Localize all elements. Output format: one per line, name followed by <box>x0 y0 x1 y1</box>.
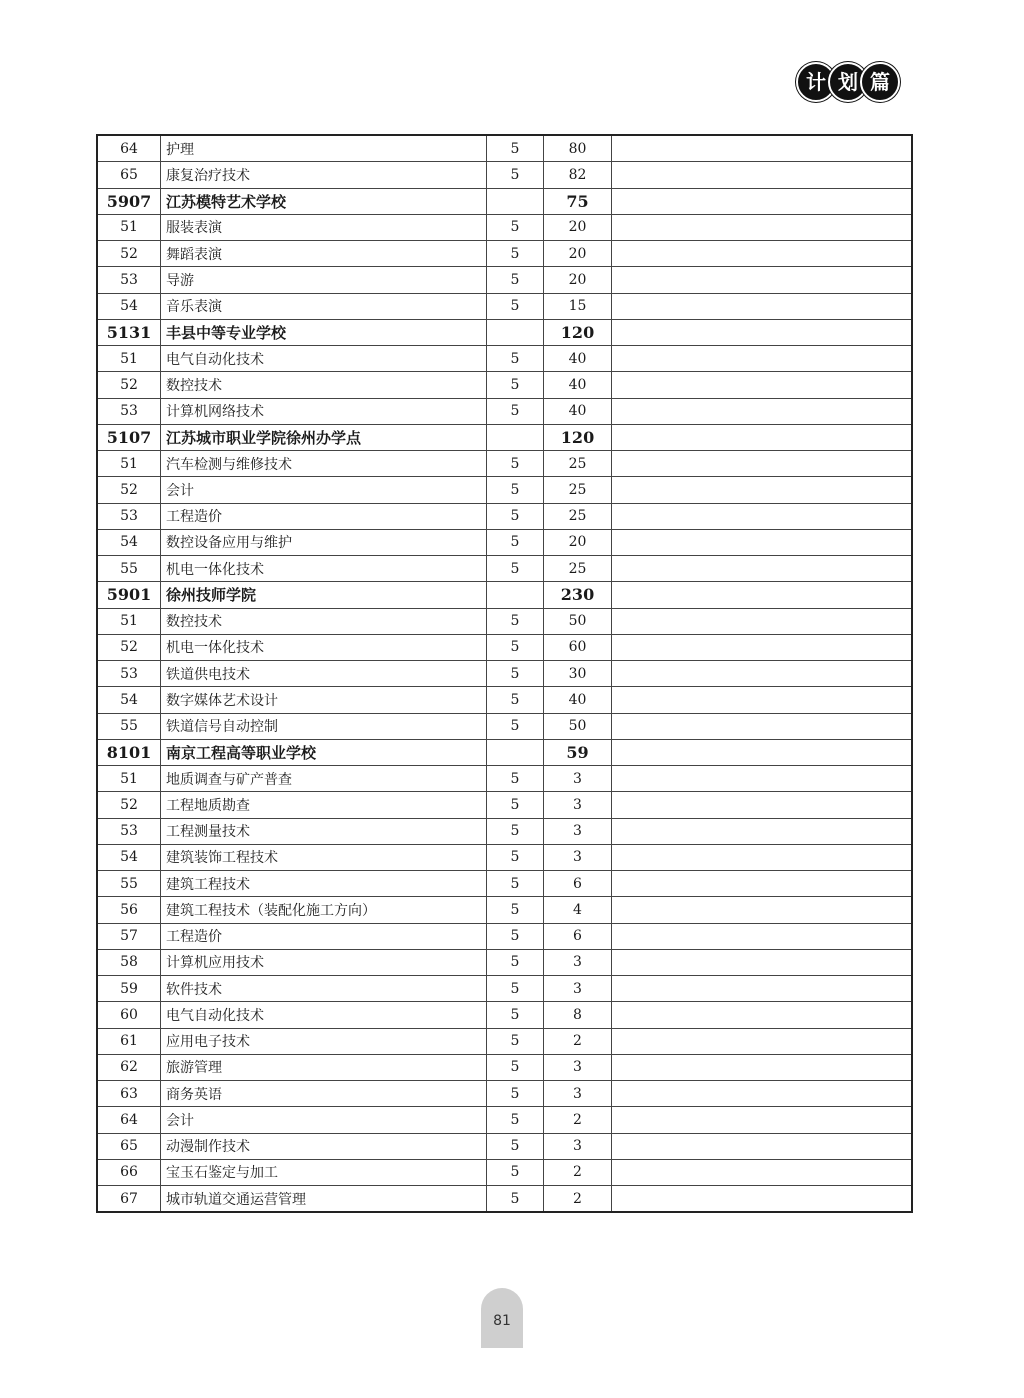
quota-cell: 3 <box>544 792 612 818</box>
code-cell: 54 <box>97 293 161 319</box>
name-cell: 数控技术 <box>161 608 487 634</box>
table-row <box>97 844 912 870</box>
table-row <box>97 398 912 424</box>
code-cell: 51 <box>97 346 161 372</box>
name-cell: 建筑工程技术（装配化施工方向） <box>161 897 487 923</box>
name-cell: 动漫制作技术 <box>161 1133 487 1159</box>
table-row <box>97 162 912 188</box>
quota-cell: 4 <box>544 897 612 923</box>
remark-cell <box>612 634 913 660</box>
remark-cell <box>612 976 913 1002</box>
code-cell: 54 <box>97 687 161 713</box>
school-row <box>97 424 912 450</box>
code-cell: 55 <box>97 713 161 739</box>
remark-cell <box>612 739 913 765</box>
years-cell: 5 <box>487 1081 544 1107</box>
name-cell: 工程测量技术 <box>161 818 487 844</box>
code-cell: 53 <box>97 818 161 844</box>
name-cell: 康复治疗技术 <box>161 162 487 188</box>
years-cell: 5 <box>487 871 544 897</box>
quota-cell: 3 <box>544 1054 612 1080</box>
remark-cell <box>612 398 913 424</box>
years-cell: 5 <box>487 1159 544 1185</box>
remark-cell <box>612 844 913 870</box>
remark-cell <box>612 871 913 897</box>
years-cell <box>487 319 544 345</box>
years-cell <box>487 424 544 450</box>
page-number-tab <box>481 1288 523 1348</box>
years-cell: 5 <box>487 1107 544 1133</box>
quota-cell: 6 <box>544 871 612 897</box>
remark-cell <box>612 241 913 267</box>
name-cell: 徐州技师学院 <box>161 582 487 608</box>
code-cell: 5131 <box>97 319 161 345</box>
table-row <box>97 451 912 477</box>
table-row <box>97 949 912 975</box>
quota-cell: 120 <box>544 319 612 345</box>
name-cell: 建筑工程技术 <box>161 871 487 897</box>
years-cell <box>487 188 544 214</box>
name-cell: 电气自动化技术 <box>161 346 487 372</box>
school-row <box>97 739 912 765</box>
table-row <box>97 897 912 923</box>
name-cell: 建筑装饰工程技术 <box>161 844 487 870</box>
years-cell: 5 <box>487 162 544 188</box>
years-cell: 5 <box>487 713 544 739</box>
name-cell: 工程地质勘查 <box>161 792 487 818</box>
name-cell: 丰县中等专业学校 <box>161 319 487 345</box>
name-cell: 软件技术 <box>161 976 487 1002</box>
quota-cell: 20 <box>544 267 612 293</box>
years-cell: 5 <box>487 949 544 975</box>
years-cell: 5 <box>487 923 544 949</box>
quota-cell: 25 <box>544 556 612 582</box>
enrollment-plan-table <box>96 134 913 1213</box>
table-row <box>97 556 912 582</box>
remark-cell <box>612 1186 913 1213</box>
years-cell: 5 <box>487 267 544 293</box>
name-cell: 电气自动化技术 <box>161 1002 487 1028</box>
table-row <box>97 1002 912 1028</box>
remark-cell <box>612 1133 913 1159</box>
table-row <box>97 1133 912 1159</box>
table-row <box>97 1081 912 1107</box>
code-cell: 67 <box>97 1186 161 1213</box>
quota-cell: 20 <box>544 241 612 267</box>
table-row <box>97 293 912 319</box>
code-cell: 52 <box>97 241 161 267</box>
years-cell: 5 <box>487 661 544 687</box>
code-cell: 55 <box>97 871 161 897</box>
name-cell: 城市轨道交通运营管理 <box>161 1186 487 1213</box>
code-cell: 65 <box>97 162 161 188</box>
school-row <box>97 319 912 345</box>
quota-cell: 75 <box>544 188 612 214</box>
name-cell: 会计 <box>161 1107 487 1133</box>
name-cell: 地质调查与矿产普查 <box>161 766 487 792</box>
quota-cell: 40 <box>544 687 612 713</box>
quota-cell: 15 <box>544 293 612 319</box>
table-row <box>97 1159 912 1185</box>
table-row <box>97 1054 912 1080</box>
name-cell: 音乐表演 <box>161 293 487 319</box>
code-cell: 60 <box>97 1002 161 1028</box>
years-cell: 5 <box>487 897 544 923</box>
code-cell: 51 <box>97 451 161 477</box>
quota-cell: 3 <box>544 766 612 792</box>
code-cell: 61 <box>97 1028 161 1054</box>
table-row <box>97 634 912 660</box>
quota-cell: 2 <box>544 1028 612 1054</box>
years-cell: 5 <box>487 1054 544 1080</box>
years-cell: 5 <box>487 844 544 870</box>
name-cell: 会计 <box>161 477 487 503</box>
table-row <box>97 241 912 267</box>
years-cell: 5 <box>487 1028 544 1054</box>
table-row <box>97 346 912 372</box>
name-cell: 江苏城市职业学院徐州办学点 <box>161 424 487 450</box>
remark-cell <box>612 424 913 450</box>
name-cell: 旅游管理 <box>161 1054 487 1080</box>
name-cell: 铁道信号自动控制 <box>161 713 487 739</box>
name-cell: 舞蹈表演 <box>161 241 487 267</box>
quota-cell: 20 <box>544 529 612 555</box>
remark-cell <box>612 346 913 372</box>
name-cell: 服装表演 <box>161 214 487 240</box>
remark-cell <box>612 162 913 188</box>
quota-cell: 6 <box>544 923 612 949</box>
quota-cell: 30 <box>544 661 612 687</box>
years-cell <box>487 582 544 608</box>
remark-cell <box>612 713 913 739</box>
quota-cell: 50 <box>544 608 612 634</box>
table-row <box>97 503 912 529</box>
name-cell: 宝玉石鉴定与加工 <box>161 1159 487 1185</box>
name-cell: 工程造价 <box>161 503 487 529</box>
years-cell: 5 <box>487 293 544 319</box>
years-cell: 5 <box>487 1002 544 1028</box>
years-cell: 5 <box>487 346 544 372</box>
page-number: 81 <box>493 1313 511 1329</box>
code-cell: 53 <box>97 267 161 293</box>
remark-cell <box>612 766 913 792</box>
remark-cell <box>612 1002 913 1028</box>
code-cell: 5901 <box>97 582 161 608</box>
remark-cell <box>612 319 913 345</box>
years-cell: 5 <box>487 398 544 424</box>
years-cell: 5 <box>487 135 544 162</box>
name-cell: 铁道供电技术 <box>161 661 487 687</box>
table-row <box>97 1028 912 1054</box>
name-cell: 机电一体化技术 <box>161 634 487 660</box>
remark-cell <box>612 267 913 293</box>
remark-cell <box>612 687 913 713</box>
code-cell: 53 <box>97 398 161 424</box>
code-cell: 54 <box>97 844 161 870</box>
code-cell: 53 <box>97 661 161 687</box>
table-row <box>97 135 912 162</box>
table-row <box>97 871 912 897</box>
table-row <box>97 923 912 949</box>
code-cell: 62 <box>97 1054 161 1080</box>
name-cell: 汽车检测与维修技术 <box>161 451 487 477</box>
name-cell: 导游 <box>161 267 487 293</box>
name-cell: 工程造价 <box>161 923 487 949</box>
table-row <box>97 214 912 240</box>
table-row <box>97 1186 912 1213</box>
code-cell: 63 <box>97 1081 161 1107</box>
logo-char-2: 划 <box>828 62 868 102</box>
code-cell: 64 <box>97 135 161 162</box>
name-cell: 应用电子技术 <box>161 1028 487 1054</box>
remark-cell <box>612 503 913 529</box>
quota-cell: 3 <box>544 976 612 1002</box>
quota-cell: 40 <box>544 372 612 398</box>
years-cell: 5 <box>487 792 544 818</box>
remark-cell <box>612 477 913 503</box>
years-cell: 5 <box>487 687 544 713</box>
remark-cell <box>612 923 913 949</box>
remark-cell <box>612 188 913 214</box>
years-cell: 5 <box>487 976 544 1002</box>
name-cell: 机电一体化技术 <box>161 556 487 582</box>
quota-cell: 25 <box>544 503 612 529</box>
code-cell: 5107 <box>97 424 161 450</box>
quota-cell: 25 <box>544 451 612 477</box>
remark-cell <box>612 1081 913 1107</box>
quota-cell: 8 <box>544 1002 612 1028</box>
years-cell: 5 <box>487 608 544 634</box>
name-cell: 计算机应用技术 <box>161 949 487 975</box>
code-cell: 64 <box>97 1107 161 1133</box>
logo-char-1: 计 <box>796 62 836 102</box>
name-cell: 护理 <box>161 135 487 162</box>
table-row <box>97 713 912 739</box>
quota-cell: 3 <box>544 1133 612 1159</box>
remark-cell <box>612 135 913 162</box>
name-cell: 数字媒体艺术设计 <box>161 687 487 713</box>
code-cell: 66 <box>97 1159 161 1185</box>
table-body <box>97 135 912 1212</box>
years-cell: 5 <box>487 372 544 398</box>
years-cell: 5 <box>487 241 544 267</box>
code-cell: 5907 <box>97 188 161 214</box>
quota-cell: 60 <box>544 634 612 660</box>
code-cell: 58 <box>97 949 161 975</box>
remark-cell <box>612 1159 913 1185</box>
code-cell: 65 <box>97 1133 161 1159</box>
quota-cell: 3 <box>544 844 612 870</box>
quota-cell: 3 <box>544 949 612 975</box>
code-cell: 52 <box>97 634 161 660</box>
name-cell: 计算机网络技术 <box>161 398 487 424</box>
quota-cell: 3 <box>544 1081 612 1107</box>
remark-cell <box>612 1054 913 1080</box>
remark-cell <box>612 818 913 844</box>
quota-cell: 25 <box>544 477 612 503</box>
remark-cell <box>612 529 913 555</box>
quota-cell: 120 <box>544 424 612 450</box>
quota-cell: 40 <box>544 346 612 372</box>
name-cell: 数控设备应用与维护 <box>161 529 487 555</box>
code-cell: 52 <box>97 792 161 818</box>
remark-cell <box>612 293 913 319</box>
table-row <box>97 766 912 792</box>
code-cell: 52 <box>97 372 161 398</box>
code-cell: 51 <box>97 766 161 792</box>
table-row <box>97 687 912 713</box>
table-row <box>97 661 912 687</box>
enrollment-plan-table-container <box>96 134 913 1213</box>
quota-cell: 50 <box>544 713 612 739</box>
code-cell: 59 <box>97 976 161 1002</box>
years-cell: 5 <box>487 503 544 529</box>
code-cell: 51 <box>97 214 161 240</box>
code-cell: 51 <box>97 608 161 634</box>
code-cell: 54 <box>97 529 161 555</box>
quota-cell: 230 <box>544 582 612 608</box>
school-row <box>97 188 912 214</box>
table-row <box>97 372 912 398</box>
code-cell: 56 <box>97 897 161 923</box>
quota-cell: 80 <box>544 135 612 162</box>
remark-cell <box>612 792 913 818</box>
years-cell: 5 <box>487 214 544 240</box>
quota-cell: 2 <box>544 1107 612 1133</box>
years-cell: 5 <box>487 529 544 555</box>
table-row <box>97 529 912 555</box>
remark-cell <box>612 897 913 923</box>
years-cell: 5 <box>487 477 544 503</box>
quota-cell: 20 <box>544 214 612 240</box>
code-cell: 8101 <box>97 739 161 765</box>
code-cell: 52 <box>97 477 161 503</box>
quota-cell: 82 <box>544 162 612 188</box>
remark-cell <box>612 214 913 240</box>
years-cell <box>487 739 544 765</box>
table-row <box>97 792 912 818</box>
name-cell: 江苏模特艺术学校 <box>161 188 487 214</box>
name-cell: 数控技术 <box>161 372 487 398</box>
remark-cell <box>612 661 913 687</box>
remark-cell <box>612 1028 913 1054</box>
name-cell: 商务英语 <box>161 1081 487 1107</box>
table-row <box>97 477 912 503</box>
table-row <box>97 1107 912 1133</box>
name-cell: 南京工程高等职业学校 <box>161 739 487 765</box>
years-cell: 5 <box>487 1133 544 1159</box>
years-cell: 5 <box>487 1186 544 1213</box>
years-cell: 5 <box>487 634 544 660</box>
remark-cell <box>612 556 913 582</box>
remark-cell <box>612 949 913 975</box>
logo-char-3: 篇 <box>860 62 900 102</box>
quota-cell: 40 <box>544 398 612 424</box>
code-cell: 55 <box>97 556 161 582</box>
remark-cell <box>612 372 913 398</box>
table-row <box>97 976 912 1002</box>
quota-cell: 59 <box>544 739 612 765</box>
quota-cell: 3 <box>544 818 612 844</box>
section-logo <box>796 62 900 102</box>
years-cell: 5 <box>487 451 544 477</box>
quota-cell: 2 <box>544 1186 612 1213</box>
table-row <box>97 608 912 634</box>
remark-cell <box>612 1107 913 1133</box>
table-row <box>97 818 912 844</box>
years-cell: 5 <box>487 766 544 792</box>
code-cell: 53 <box>97 503 161 529</box>
remark-cell <box>612 451 913 477</box>
code-cell: 57 <box>97 923 161 949</box>
remark-cell <box>612 582 913 608</box>
table-row <box>97 267 912 293</box>
years-cell: 5 <box>487 556 544 582</box>
school-row <box>97 582 912 608</box>
quota-cell: 2 <box>544 1159 612 1185</box>
remark-cell <box>612 608 913 634</box>
years-cell: 5 <box>487 818 544 844</box>
